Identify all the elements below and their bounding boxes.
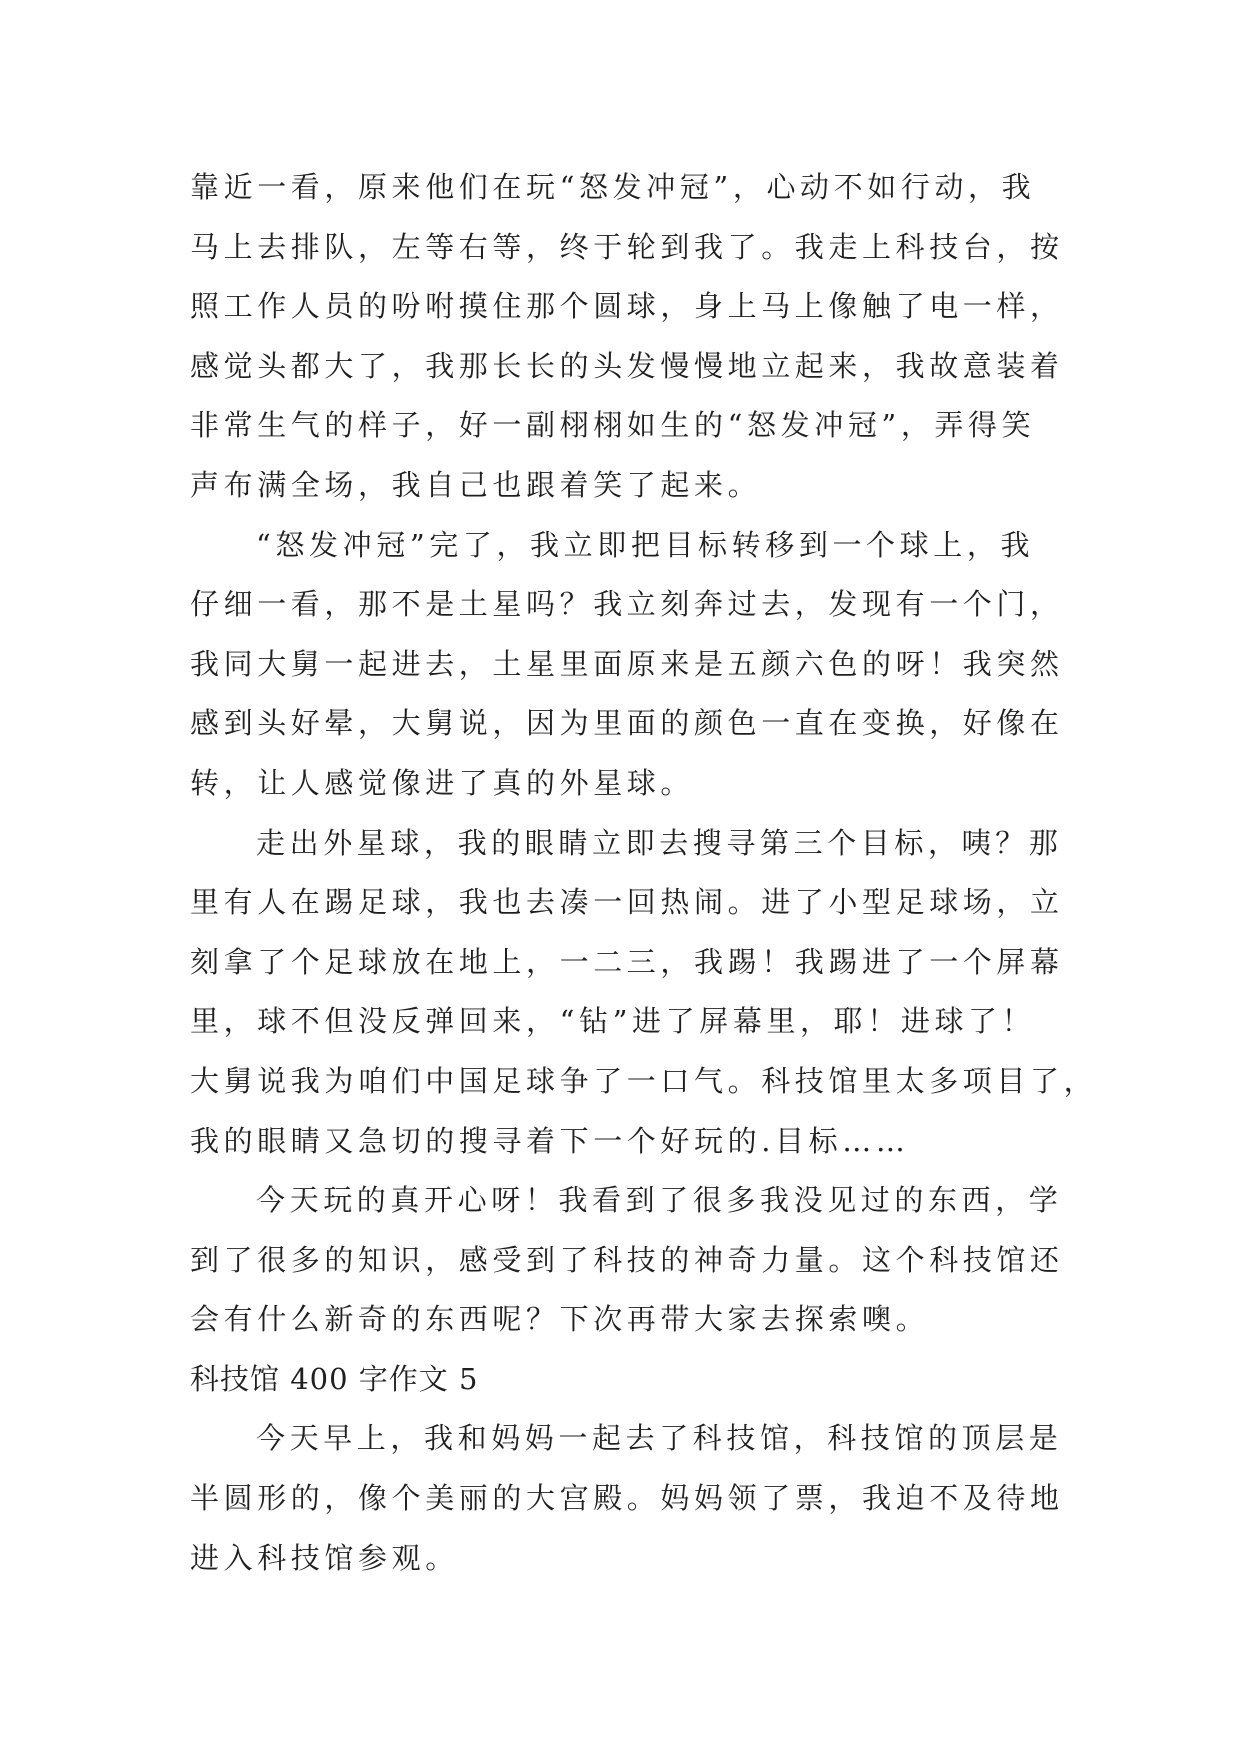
text-line: 靠近一看，原来他们在玩“怒发冲冠”，心动不如行动，我 xyxy=(190,170,1036,204)
text-line: 马上去排队，左等右等，终于轮到我了。我走上科技台，按 xyxy=(190,229,1064,264)
text-line: 里有人在踢足球，我也去凑一回热闹。进了小型足球场，立 xyxy=(190,885,1064,920)
text-line: 仔细一看，那不是土星吗？我立刻奔过去，发现有一个门， xyxy=(190,587,1064,622)
text-line: 刻拿了个足球放在地上，一二三，我踢！我踢进了一个屏幕 xyxy=(190,944,1064,979)
essay-heading: 科技馆 400 字作文 5 xyxy=(190,1361,479,1396)
text-line: 非常生气的样子，好一副栩栩如生的“怒发冲冠”，弄得笑 xyxy=(190,408,1036,443)
text-line: 大舅说我为咱们中国足球争了一口气。科技馆里太多项目了， xyxy=(190,1063,1098,1098)
text-line: 照工作人员的吩咐摸住那个圆球，身上马上像触了电一样， xyxy=(190,289,1064,324)
text-line: 感到头好晕，大舅说，因为里面的颜色一直在变换，好像在 xyxy=(190,706,1064,741)
paragraph-start-line: “怒发冲冠”完了，我立即把目标转移到一个球上，我 xyxy=(256,527,1035,562)
text-line: 到了很多的知识，感受到了科技的神奇力量。这个科技馆还 xyxy=(190,1242,1064,1277)
text-line: 会有什么新奇的东西呢？下次再带大家去探索噢。 xyxy=(190,1302,930,1337)
essay-text xyxy=(190,158,1098,1588)
text-line: 转，让人感觉像进了真的外星球。 xyxy=(190,765,695,800)
paragraph-start-line: 走出外星球，我的眼睛立即去搜寻第三个目标，咦？那 xyxy=(256,825,1063,860)
text-line: 我同大舅一起进去，土星里面原来是五颜六色的呀！我突然 xyxy=(190,646,1064,681)
text-line: 里，球不但没反弹回来，“钻”进了屏幕里，耶！进球了！ xyxy=(190,1004,1036,1039)
paragraph-start-line: 今天早上，我和妈妈一起去了科技馆，科技馆的顶层是 xyxy=(256,1421,1063,1456)
text-line: 我的眼睛又急切的搜寻着下一个好玩的.目标…… xyxy=(190,1123,910,1158)
text-line: 声布满全场，我自己也跟着笑了起来。 xyxy=(190,467,762,502)
text-line: 感觉头都大了，我那长长的头发慢慢地立起来，我故意装着 xyxy=(190,348,1064,383)
text-line: 半圆形的，像个美丽的大宫殿。妈妈领了票，我迫不及待地 xyxy=(190,1481,1064,1516)
paragraph-start-line: 今天玩的真开心呀！我看到了很多我没见过的东西，学 xyxy=(256,1183,1063,1218)
text-line: 进入科技馆参观。 xyxy=(190,1540,459,1575)
